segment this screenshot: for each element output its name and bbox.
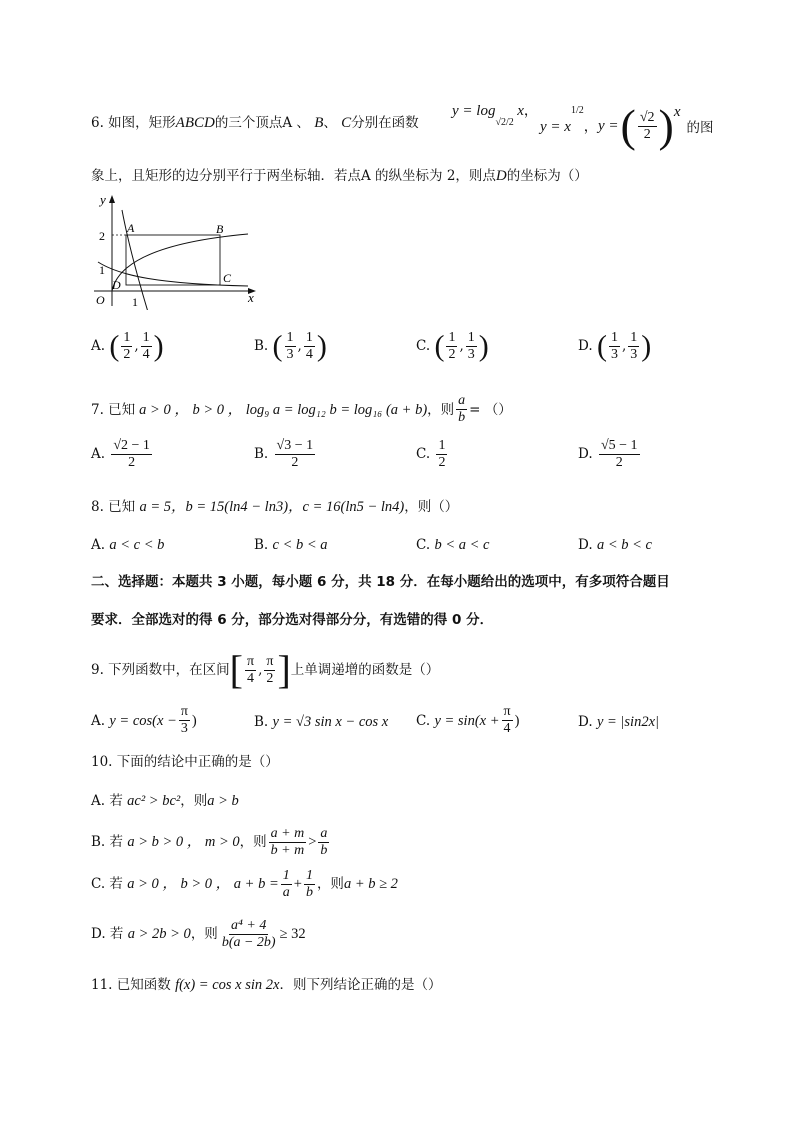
q6-line1: 6. 如图，矩形ABCD的三个顶点A 、 B、 C分别在函数 [91, 115, 419, 131]
q8-option-d[interactable]: D. a < b < c [578, 537, 652, 553]
x-label: x [248, 290, 254, 305]
q8-option-c[interactable]: C. b < a < c [416, 537, 490, 553]
point-c: C [223, 271, 232, 285]
q11-stem: 11. 已知函数 f(x) = cos x sin 2x．则下列结论正确的是（） [91, 977, 442, 993]
point-d: D [112, 278, 121, 292]
q6-function-log: $y = \log_{√2/2} x$， [452, 103, 538, 128]
q7-option-a[interactable]: A. $\frac{√2 - 1}{2}$ [91, 438, 150, 470]
point-b: B [216, 222, 224, 236]
q6-option-a[interactable]: A. ( $\frac{1}{2}$ , $\frac{1}{4}$ ) [91, 329, 164, 363]
section2-line2: 要求．全部选对的得 6 分，部分选对得部分分，有选错的得 0 分． [91, 612, 494, 628]
q6-options [91, 330, 711, 370]
q7-options [91, 438, 711, 478]
q7-stem: 7. 已知 a > 0 ， b > 0 ， log₉ a = log₁₂ b = log₁₆ (a + b) ，则 $\frac{a}{b}$ = （） [91, 393, 512, 425]
q7-option-c[interactable]: C. $\frac{1}{2}$ [416, 438, 446, 470]
q9-option-b[interactable]: B. y = √3 sin x − cos x [254, 714, 389, 730]
q6-option-d[interactable]: D. ( $\frac{1}{3}$ , $\frac{1}{3}$ ) [578, 329, 652, 363]
q9-option-c[interactable]: C. y = sin(x + $\frac{\pi}{4}$ ) [416, 704, 520, 736]
q9-stem: 9. 下列函数中，在区间 [ $\frac{\pi}{4}$ , $\frac{\pi}{2}$ ] 上单调递增的函数是（） [91, 647, 440, 692]
y-label: y [100, 192, 106, 207]
q7-option-b[interactable]: B. $\frac{√3 - 1}{2}$ [254, 438, 314, 470]
origin-label: O [96, 293, 105, 307]
q6-function-exp: y = ( $\frac{√2}{2}$ ) x 的图 [598, 100, 714, 151]
y-axis-arrow [109, 195, 115, 203]
q8-option-a[interactable]: A. a < c < b [91, 537, 165, 553]
section2-line1: 二、选择题：本题共 3 小题，每小题 6 分，共 18 分．在每小题给出的选项中，有多项符合题目 [91, 574, 670, 590]
q6-figure [90, 192, 260, 310]
tick-x1: 1 [132, 295, 138, 309]
q8-stem: 8. 已知 a = 5，b = 15(ln4 − ln3)，c = 16(ln5 − ln4)，则（） [91, 499, 459, 515]
q10-option-d[interactable]: D. 若 a > 2b > 0 ，则 $\frac{\text{a⁴ + 4}}{b(a - 2b)}$ ≥ 32 [91, 917, 306, 950]
q6-option-c[interactable]: C. ( $\frac{1}{2}$ , $\frac{1}{3}$ ) [416, 329, 489, 363]
q9-option-a[interactable]: A. y = cos(x − $\frac{\pi}{3}$ ) [91, 704, 197, 736]
q8-options [91, 535, 711, 575]
q7-option-d[interactable]: D. $\frac{√5 - 1}{2}$ [578, 438, 638, 470]
tick-y2: 2 [99, 229, 105, 243]
q10-option-c[interactable]: C. 若 a > 0 ， b > 0 ， a + b = $\frac{1}{a}$ + $\frac{1}{b}$ ，则 a + b ≥ 2 [91, 867, 398, 900]
tick-y1: 1 [99, 263, 105, 277]
q9-options [91, 704, 711, 744]
q10-option-a[interactable]: A. 若 ac² > bc²，则a > b [91, 793, 239, 809]
q10-option-b[interactable]: B. 若 a > b > 0 ， m > 0 ，则 $\frac{a + m}{b + m}$ > $\frac{a}{b}$ [91, 825, 328, 858]
q10-stem: 10. 下面的结论中正确的是（） [91, 754, 279, 770]
q8-option-b[interactable]: B. c < b < a [254, 537, 328, 553]
q6-line2: 象上，且矩形的边分别平行于两坐标轴．若点A 的纵坐标为 2，则点D的坐标为（） [91, 168, 588, 184]
q6-function-power: $y = x^{1/2}$， [540, 105, 598, 135]
q9-option-d[interactable]: D. y = |sin2x| [578, 714, 659, 730]
q6-option-b[interactable]: B. ( $\frac{1}{3}$ , $\frac{1}{4}$ ) [254, 329, 327, 363]
point-a: A [127, 221, 135, 235]
